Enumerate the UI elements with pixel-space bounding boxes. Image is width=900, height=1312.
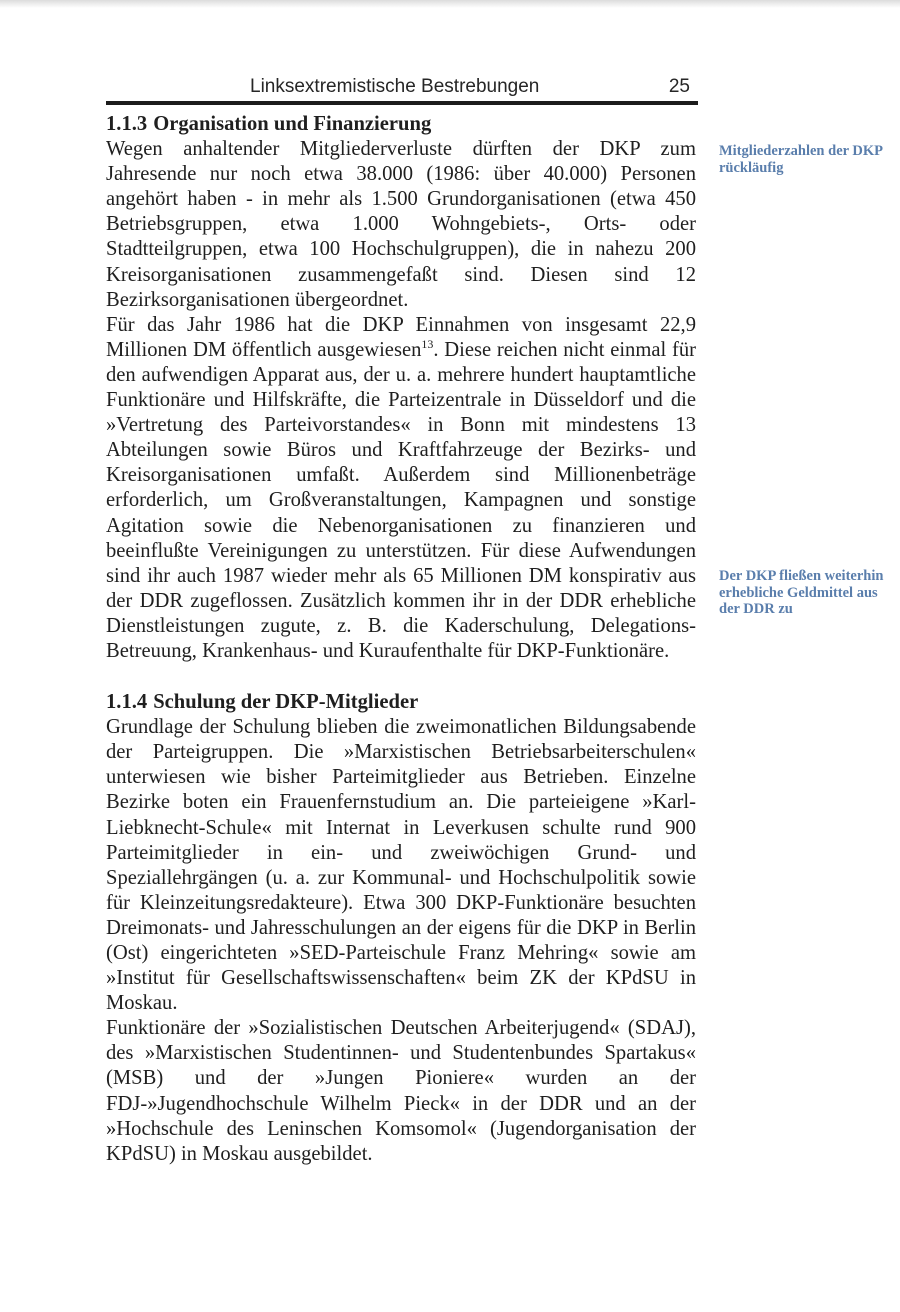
running-header xyxy=(106,74,698,100)
paragraph-youth-training: Funktionäre der »Sozialistischen Deutschen Arbeiterjugend« (SDAJ), des »Marxistischen Studentinnen- und Studentenbundes Spartakus« (MSB) und der »Jungen Pioniere« wurden an der FDJ-»Jugendhochschule Wilhelm Pieck« in der DDR und an der »Hochschule des Leninschen Komsomol« (Jugendorganisation der KPdSU) in Moskau ausgebildet. xyxy=(106,1017,696,1165)
section-number: 1.1.3 xyxy=(106,113,148,135)
section-number: 1.1.4 xyxy=(106,691,148,714)
margin-note-membership: Mitgliederzahlen der DKP rückläufig xyxy=(719,143,883,176)
paragraph-text-continued: . Diese reichen nicht einmal für den aufwendigen Apparat aus, der u. a. mehrere hundert hauptamtliche Funktionäre und Hilfskräfte, die Parteizentrale in Düsseldorf und die »Vertretung des Parteivorstandes« in Bonn mit mindestens 13 Abteilungen sowie Büros und Kraftfahrzeuge der Bezirks- und Kreisorganisationen umfaßt. Außerdem sind Millionenbeträge erforderlich, um Großveranstaltungen, Kampagnen und sonstige Agitation sowie die Nebenorganisationen zu finanzieren und beeinflußte Vereinigungen zu unterstützen. Für diese Aufwendungen sind ihr auch 1987 wieder mehr als 65 Millionen DM konspirativ aus der DDR zugeflossen. Zusätzlich kommen ihr in der DDR erhebliche Dienstleistungen zugute, z. B. die Kaderschulung, Delegations-Betreuung, Krankenhaus- und Kuraufenthalte für DKP-Funktionäre. xyxy=(106,338,696,662)
section-title: Organisation und Finanzierung xyxy=(153,113,432,135)
main-text-column xyxy=(106,112,696,1167)
section-heading-schulung xyxy=(106,690,696,715)
running-title: Linksextremistische Bestrebungen xyxy=(250,76,540,97)
footnote-marker: 13 xyxy=(421,336,434,351)
paragraph-training: Grundlage der Schulung blieben die zweimonatlichen Bildungsabende der Parteigruppen. Die »Marxistischen Betriebsarbeiterschulen« unterwiesen wie bisher Parteimitglieder aus Betrieben. Einzelne Bezirke boten ein Frauenfernstudium an. Die parteieigene »Karl-Liebknecht-Schule« mit Internat in Leverkusen schulte rund 900 Parteimitglieder in ein- und zweiwöchigen Grund- und Speziallehrgängen (u. a. zur Kommunal- und Hochschulpolitik sowie für Kleinzeitungsredakteure). Etwa 300 DKP-Funktionäre besuchten Dreimonats- und Jahresschulungen an der eigens für die DKP in Berlin (Ost) eingerichteten »SED-Parteischule Franz Mehring« sowie am »Institut für Gesellschaftswissenschaften« beim ZK der KPdSU in Moskau. xyxy=(106,716,696,1015)
paragraph-text: Für das Jahr 1986 hat die DKP Einnahmen von insgesamt 22,9 Millionen DM öffentlich ausgewiesen xyxy=(106,313,696,361)
header-rule xyxy=(106,101,698,105)
section-title: Schulung der DKP-Mitglieder xyxy=(153,691,419,714)
section-spacer xyxy=(106,664,696,690)
scan-top-shadow xyxy=(0,0,900,8)
page-number: 25 xyxy=(668,76,690,97)
section-heading-organisation xyxy=(106,112,696,137)
paragraph-finances xyxy=(106,313,696,664)
paragraph-membership: Wegen anhaltender Mitgliederverluste dürften der DKP zum Jahresende nur noch etwa 38.000 (1986: über 40.000) Personen angehört haben - in mehr als 1.500 Grundorganisationen (etwa 450 Betriebsgruppen, etwa 1.000 Wohngebiets-, Orts- oder Stadtteilgruppen, etwa 100 Hochschulgruppen), die in nahezu 200 Kreisorganisationen zusammengefaßt sind. Diesen sind 12 Bezirksorganisationen übergeordnet. xyxy=(106,138,696,311)
margin-note-funding: Der DKP fließen weiterhin erhebliche Geldmittel aus der DDR zu xyxy=(719,568,884,617)
